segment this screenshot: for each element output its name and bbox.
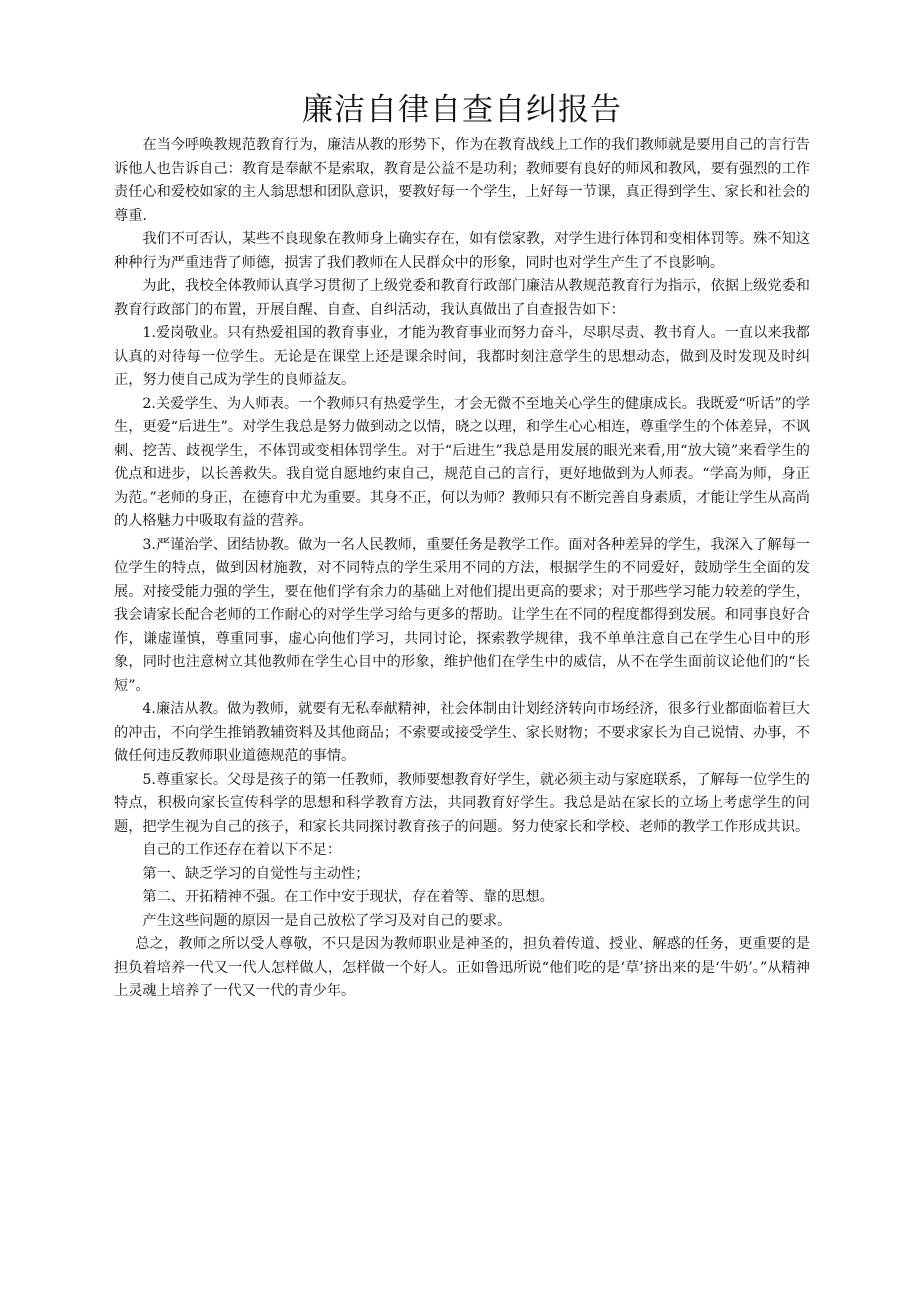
paragraph-conclusion: 总之，教师之所以受人尊敬，不只是因为教师职业是神圣的，担负着传道、授业、解惑的任务，更重要的是担负着培养一代又一代人怎样做人，怎样做一个好人。正如鲁迅所说“他们吃的是‘草’挤出来的是‘牛奶’。”从精神上灵魂上培养了一代又一代的青少年。 bbox=[114, 936, 810, 999]
paragraph-item-4: 4.廉洁从教。做为教师，就要有无私奉献精神，社会体制由计划经济转向市场经济，很多行业都面临着巨大的冲击，不向学生推销教辅资料及其他商品；不索要或接受学生、家长财物；不要求家长为自己说情、办事，不做任何违反教师职业道德规范的事情。 bbox=[114, 701, 810, 764]
paragraph-item-3: 3.严谨治学、团结协教。做为一名人民教师，重要任务是教学工作。面对各种差异的学生，我深入了解每一位学生的特点，做到因材施教，对不同特点的学生采用不同的方法，根据学生的不同爱好，鼓励学生全面的发展。对接受能力强的学生，要在他们学有余力的基础上对他们提出更高的要求；对于那些学习能力较差的学生，我会请家长配合老师的工作耐心的对学生学习给与更多的帮助。让学生在不同的程度都得到发展。和同事良好合作，谦虚谨慎，尊重同事，虚心向他们学习，共同讨论，探索教学规律，我不单单注意自己在学生心目中的形象，同时也注意树立其他教师在学生心目中的形象，维护他们在学生中的威信，从不在学生面前议论他们的“长短”。 bbox=[114, 536, 810, 694]
paragraph-shortcoming-1: 第一、缺乏学习的自觉性与主动性； bbox=[142, 865, 370, 882]
paragraph-cause: 产生这些问题的原因一是自己放松了学习及对自己的要求。 bbox=[142, 912, 512, 929]
paragraph-shortcomings-intro: 自己的工作还存在着以下不足： bbox=[142, 842, 342, 858]
paragraph-item-2: 2.关爱学生、为人师表。一个教师只有热爱学生，才会无微不至地关心学生的健康成长。我既爱“听话”的学生，更爱“后进生”。对学生我总是努力做到动之以情，晓之以理，和学生心心相连，尊重学生的个体差异，不讽刺、挖苦、歧视学生，不体罚或变相体罚学生。对于“后进生”我总是用发展的眼光来看,用“放大镜”来看学生的优点和进步，以长善救失。我自觉自愿地约束自己，规范自己的言行，更好地做到为人师表。“学高为师，身正为范。”老师的身正，在德育中尤为重要。其身不正，何以为师？教师只有不断完善自身素质，才能让学生从高尚的人格魅力中吸取有益的营养。 bbox=[114, 395, 810, 529]
paragraph-item-5: 5.尊重家长。父母是孩子的第一任教师，教师要想教育好学生，就必须主动与家庭联系，了解每一位学生的特点，积极向家长宣传科学的思想和科学教育方法，共同教育好学生。我总是站在家长的立场上考虑学生的问题，把学生视为自己的孩子，和家长共同探讨教育孩子的问题。努力使家长和学校、老师的教学工作形成共识。 bbox=[114, 771, 810, 835]
document-title: 廉洁自律自查自纠报告 bbox=[302, 92, 622, 128]
paragraph-shortcoming-2: 第二、开拓精神不强。在工作中安于现状，存在着等、靠的思想。 bbox=[142, 889, 554, 905]
document-page bbox=[114, 88, 810, 1004]
paragraph-intro: 在当今呼唤教规范教育行为，廉洁从教的形势下，作为在教育战线上工作的我们教师就是要用自己的言行告诉他人也告诉自己：教育是奉献不是索取，教育是公益不是功利；教师要有良好的师风和教风，要有强烈的工作责任心和爱校如家的主人翁思想和团队意识，要教好每一个学生，上好每一节课，真正得到学生、家长和社会的尊重. bbox=[114, 137, 810, 224]
paragraph-problems: 我们不可否认，某些不良现象在教师身上确实存在，如有偿家教，对学生进行体罚和变相体罚等。殊不知这种种行为严重违背了师德，损害了我们教师在人民群众中的形象，同时也对学生产生了不良影响。 bbox=[114, 231, 810, 271]
paragraph-item-1: 1.爱岗敬业。只有热爱祖国的教育事业，才能为教育事业而努力奋斗，尽职尽责、教书育人。一直以来我都认真的对待每一位学生。无论是在课堂上还是课余时间，我都时刻注意学生的思想动态，做到及时发现及时纠正，努力使自己成为学生的良师益友。 bbox=[114, 325, 810, 388]
paragraph-purpose: 为此，我校全体教师认真学习贯彻了上级党委和教育行政部门廉洁从教规范教育行为指示，依据上级党委和教育行政部门的布置，开展自醒、自查、自纠活动，我认真做出了自查报告如下： bbox=[114, 278, 810, 318]
